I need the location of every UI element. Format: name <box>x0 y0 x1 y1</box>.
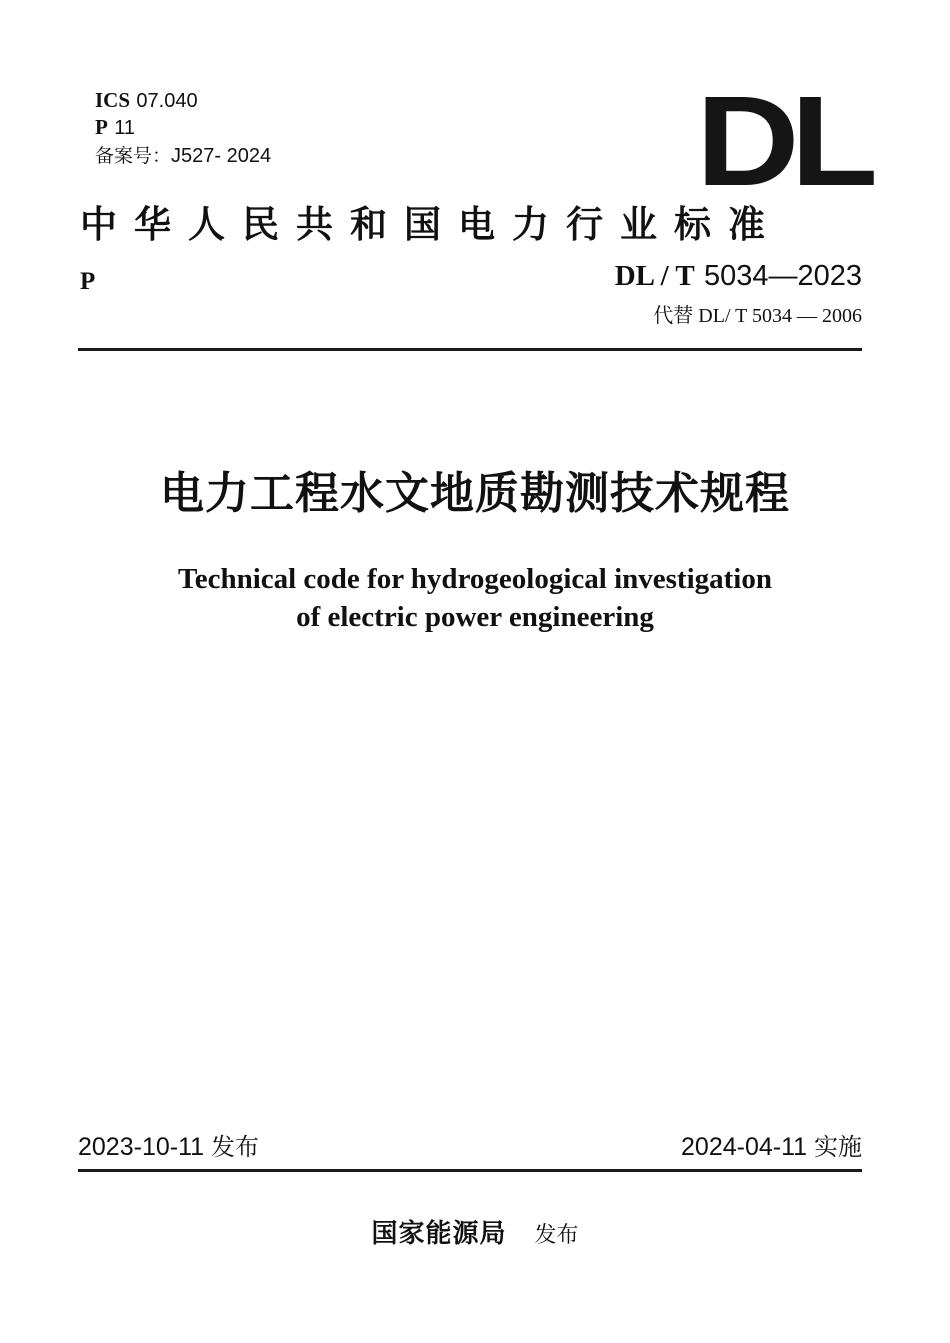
implement-date <box>681 1130 862 1164</box>
title-english-line1: Technical code for hydrogeological investigation <box>178 563 772 595</box>
top-divider <box>78 348 862 351</box>
issue-label: 发布 <box>210 1133 259 1161</box>
title-chinese: 电力工程水文地质勘测技术规程 <box>160 468 790 519</box>
issue-date-value: 2023-10-11 <box>78 1133 205 1161</box>
ccs-value: 11 <box>114 117 135 139</box>
filing-value: J527- 2024 <box>171 145 272 167</box>
filing-number <box>95 142 271 169</box>
classification-code: P <box>80 268 96 295</box>
issuer <box>0 1216 950 1254</box>
title-english-line2: of electric power engineering <box>296 601 654 633</box>
issuer-action: 发布 <box>534 1223 579 1248</box>
filing-label: 备案号： <box>95 145 172 167</box>
ics-label: ICS <box>95 88 131 112</box>
implement-date-value: 2024-04-11 <box>681 1133 808 1161</box>
ccs-label: P <box>95 115 108 139</box>
implement-label: 实施 <box>814 1133 862 1161</box>
bottom-divider <box>78 1169 862 1172</box>
ics-value: 07.040 <box>136 90 198 112</box>
issuer-organization: 国家能源局 <box>371 1219 507 1249</box>
ics-code <box>95 87 198 114</box>
industry-standard-title: 中华人民共和国电力行业标准 <box>80 202 782 246</box>
standard-prefix: DL / T <box>614 260 695 292</box>
replaces-standard: 代替 DL/ T 5034 — 2006 <box>653 305 862 327</box>
standard-code: 5034—2023 <box>703 260 862 292</box>
issue-date <box>78 1130 259 1164</box>
dl-logo: DL <box>696 70 870 213</box>
ccs-code <box>95 114 135 141</box>
standard-number <box>615 256 862 295</box>
